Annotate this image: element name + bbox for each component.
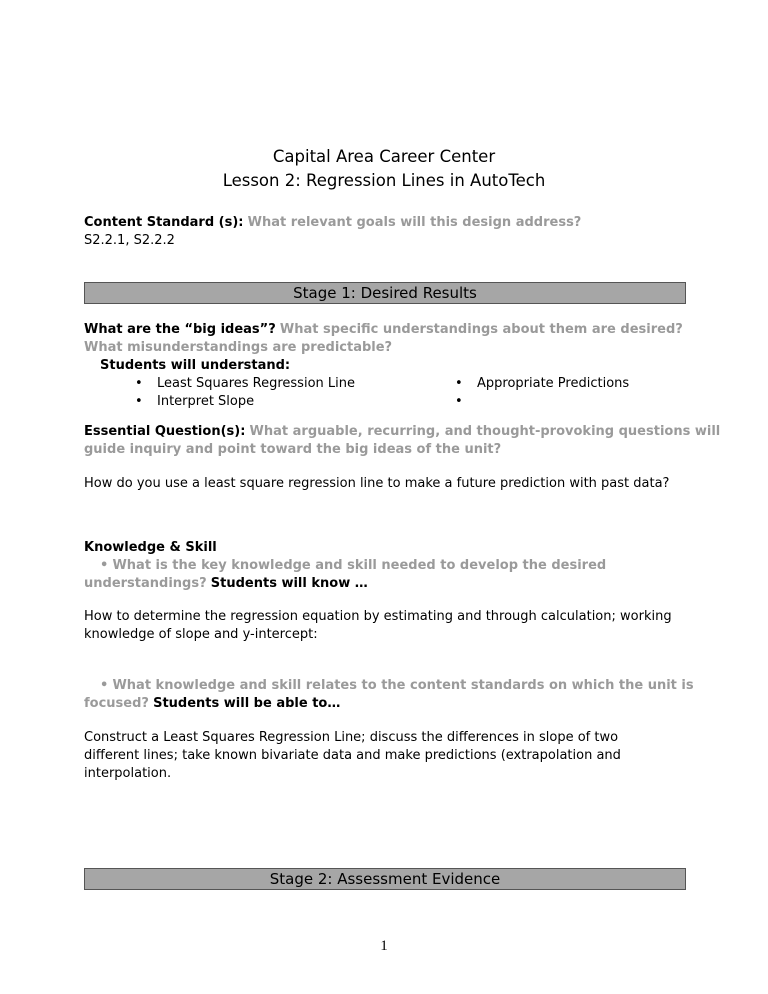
content-standard-value: S2.2.1, S2.2.2 [84,233,175,248]
essential-question-label: Essential Question(s): [84,424,246,439]
understand-bullet: • Interpret Slope [135,394,255,409]
content-standard-prompt: What relevant goals will this design address? [247,215,582,230]
ks-question-2b: focused? Students will be able to… [84,696,341,711]
ks-answer-1a: How to determine the regression equation by estimating and through calculation; working [84,609,672,624]
ks-answer-2c: interpolation. [84,766,172,781]
understand-label: Students will understand: [100,358,291,373]
essential-question-answer: How do you use a least square regression line to make a future prediction with past data? [84,476,670,491]
ks-question-1b: understandings? Students will know … [84,576,368,591]
stage1-header: Stage 1: Desired Results [84,282,686,304]
essential-question-line [84,424,720,439]
title-line1: Capital Area Career Center [272,147,496,166]
big-ideas-prompt: What specific understandings about them are desired? [279,322,683,337]
essential-question-prompt: What arguable, recurring, and thought-provoking questions will [249,424,721,439]
stage2-header: Stage 2: Assessment Evidence [84,868,686,890]
ks-question-1: • What is the key knowledge and skill needed to develop the desired [100,558,607,573]
ks-answer-2b: different lines; take known bivariate data and make predictions (extrapolation and [84,748,621,763]
big-ideas-label: What are the “big ideas”? [84,322,276,337]
understand-bullet: • Least Squares Regression Line [135,376,355,391]
content-standard [84,215,581,230]
big-ideas-prompt-2: What misunderstandings are predictable? [84,340,393,355]
title-line2: Lesson 2: Regression Lines in AutoTech [222,171,546,190]
essential-question-prompt-2: guide inquiry and point toward the big ideas of the unit? [84,442,502,457]
content-standard-label: Content Standard (s): [84,215,244,230]
ks-question-2: • What knowledge and skill relates to the content standards on which the unit is [100,678,694,693]
ks-answer-2a: Construct a Least Squares Regression Line; discuss the differences in slope of two [84,730,619,745]
understand-bullet: • Appropriate Predictions [455,376,630,391]
page-number: 1 [380,938,388,954]
ks-answer-1b: knowledge of slope and y-intercept: [84,627,318,642]
big-ideas-line [84,322,683,337]
understand-bullet-empty: • [455,394,463,409]
knowledge-skill-label: Knowledge & Skill [84,540,217,555]
